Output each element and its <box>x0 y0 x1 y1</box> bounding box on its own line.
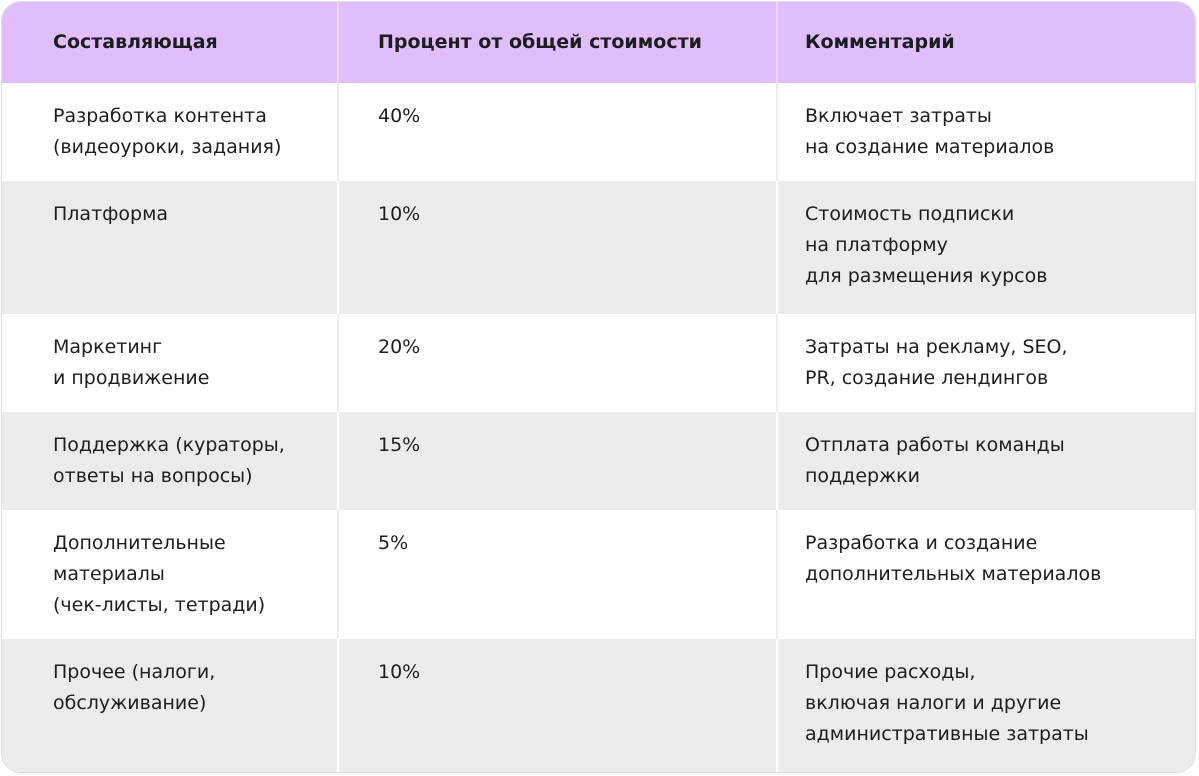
cell-comment-line: для размещения курсов <box>805 265 1048 287</box>
table-row <box>2 314 1196 412</box>
cell-comment-line: Отплата работы команды <box>805 434 1065 456</box>
cell-component-line: Поддержка (кураторы, <box>53 434 285 456</box>
column-header-component: Составляющая <box>2 2 338 83</box>
cell-percent: 10% <box>338 639 777 773</box>
cell-comment-line: Прочие расходы, <box>805 661 976 683</box>
cell-comment-line: PR, создание лендингов <box>805 367 1049 389</box>
cell-component <box>2 412 338 510</box>
cell-component-line: и продвижение <box>53 367 210 389</box>
cell-comment <box>777 510 1196 639</box>
cell-component-line: обслуживание) <box>53 692 207 714</box>
cell-comment <box>777 83 1196 181</box>
cell-component-line: Прочее (налоги, <box>53 661 216 683</box>
cell-component <box>2 510 338 639</box>
cell-percent: 40% <box>338 83 777 181</box>
table-row <box>2 181 1196 314</box>
cell-component-line: Платформа <box>53 203 169 225</box>
cell-comment-line: Стоимость подписки <box>805 203 1015 225</box>
cell-component-line: Дополнительные <box>53 532 226 554</box>
cell-component <box>2 314 338 412</box>
cell-percent: 10% <box>338 181 777 314</box>
cell-percent: 15% <box>338 412 777 510</box>
cell-comment-line: поддержки <box>805 465 921 487</box>
cell-component-line: Разработка контента <box>53 105 267 127</box>
cell-comment-line: включая налоги и другие <box>805 692 1062 714</box>
cell-comment-line: Разработка и создание <box>805 532 1038 554</box>
table-header-row <box>2 2 1196 83</box>
cell-comment <box>777 412 1196 510</box>
table-row <box>2 83 1196 181</box>
cell-percent: 20% <box>338 314 777 412</box>
table-row <box>2 510 1196 639</box>
cell-comment <box>777 314 1196 412</box>
cost-breakdown-table-container <box>1 1 1196 773</box>
cell-comment-line: административные затраты <box>805 723 1089 745</box>
cell-percent: 5% <box>338 510 777 639</box>
cell-component <box>2 181 338 314</box>
cell-comment-line: дополнительных материалов <box>805 563 1102 585</box>
table-row <box>2 639 1196 773</box>
cell-component-line: ответы на вопросы) <box>53 465 253 487</box>
cell-component-line: (чек-листы, тетради) <box>53 594 266 616</box>
cell-comment-line: на создание материалов <box>805 136 1055 158</box>
cell-comment <box>777 181 1196 314</box>
cell-component <box>2 83 338 181</box>
table-row <box>2 412 1196 510</box>
cell-comment-line: Включает затраты <box>805 105 992 127</box>
cell-component-line: Маркетинг <box>53 336 163 358</box>
cell-comment-line: на платформу <box>805 234 948 256</box>
cell-comment <box>777 639 1196 773</box>
cell-component-line: материалы <box>53 563 165 585</box>
cost-breakdown-table <box>2 2 1196 773</box>
column-header-percent: Процент от общей стоимости <box>338 2 777 83</box>
cell-component <box>2 639 338 773</box>
column-header-comment: Комментарий <box>777 2 1196 83</box>
cell-component-line: (видеоуроки, задания) <box>53 136 282 158</box>
table-body <box>2 83 1196 773</box>
cell-comment-line: Затраты на рекламу, SEO, <box>805 336 1068 358</box>
